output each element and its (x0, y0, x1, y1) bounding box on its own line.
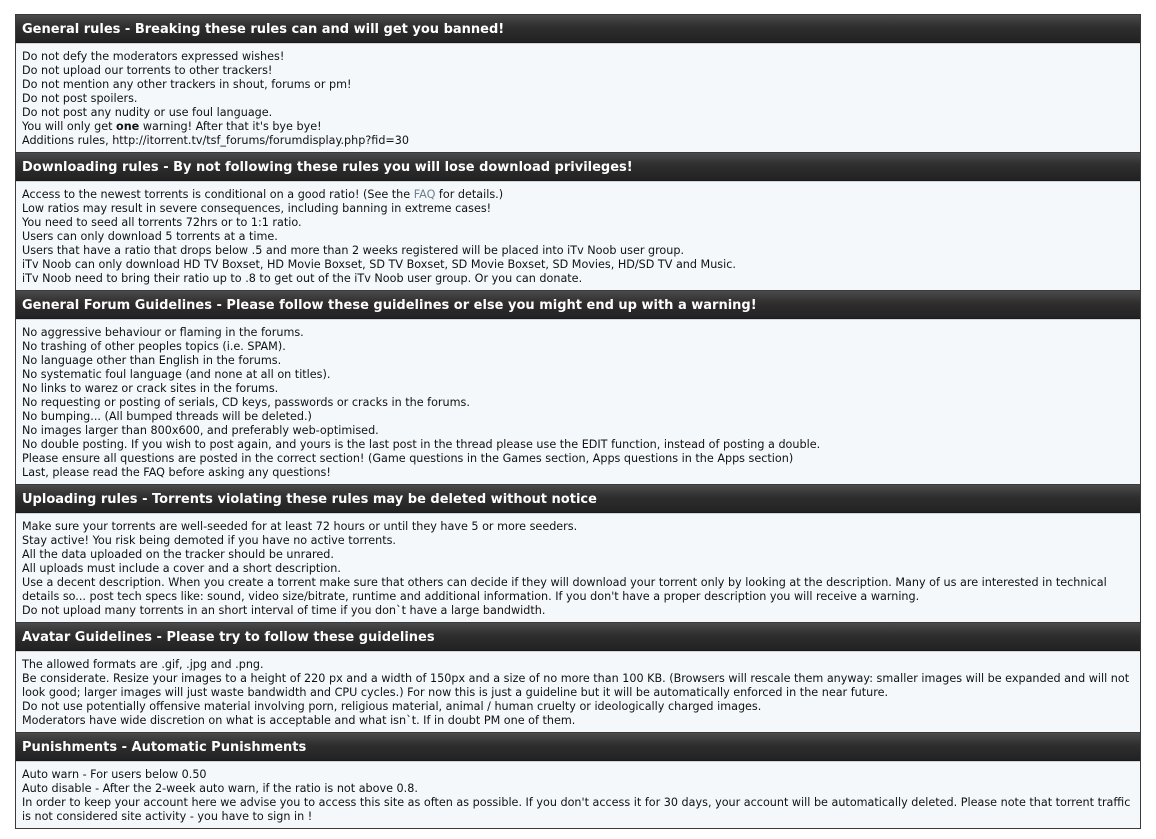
rule-line: Do not post any nudity or use foul language. (22, 106, 273, 119)
rule-line: No systematic foul language (and none at all on titles). (22, 368, 331, 381)
rule-line: Make sure your torrents are well-seeded for at least 72 hours or until they have 5 or more seeders. (22, 520, 578, 533)
rule-line: No language other than English in the forums. (22, 354, 282, 367)
rule-line: Be considerate. Resize your images to a height of 220 px and a width of 150px and a size of no more than 100 KB. (Browsers will rescale them anyway: smaller images will be expanded and will not look good; larger images will just waste bandwidth and CPU cycles.) For now this is just a guideline but it will be automatically enforced in the near future. (22, 672, 1130, 699)
rule-line: Do not use potentially offensive material involving porn, religious material, animal / human cruelty or ideologically charged images. (22, 700, 762, 713)
warning-text-pre: You will only get (22, 120, 117, 133)
rule-line: iTv Noob can only download HD TV Boxset, HD Movie Boxset, SD TV Boxset, SD Movie Boxset, SD Movies, HD/SD TV and Music. (22, 258, 736, 271)
rule-line: No aggressive behaviour or flaming in the forums. (22, 326, 304, 339)
section-title: General Forum Guidelines - Please follow these guidelines or else you might end up with a warning! (16, 291, 1140, 319)
rule-line: Use a decent description. When you create a torrent make sure that others can decide if they will download your torrent only by looking at the description. Many of us are interested in technical details so... post tech specs like: sound, video size/bitrate, runtime and additional information. If you don't have a proper description you will receive a warning. (22, 576, 1107, 603)
rule-line: Moderators have wide discretion on what is acceptable and what isn`t. If in doubt PM one of them. (22, 714, 576, 727)
rule-line: No requesting or posting of serials, CD keys, passwords or cracks in the forums. (22, 396, 470, 409)
punishments-section (15, 733, 1141, 829)
warning-text-bold: one (116, 120, 140, 133)
section-title: Downloading rules - By not following these rules you will lose download privileges! (16, 153, 1140, 181)
rule-line: All uploads must include a cover and a short description. (22, 562, 341, 575)
warning-rule-line (22, 120, 1134, 134)
rules-container (15, 14, 1141, 829)
rule-line: No trashing of other peoples topics (i.e. SPAM). (22, 340, 286, 353)
rule-line: Do not post spoilers. (22, 92, 138, 105)
rule-line: No images larger than 800x600, and preferably web-optimised. (22, 424, 379, 437)
general-rules-section (15, 14, 1141, 153)
downloading-rules-section (15, 153, 1141, 291)
rule-line: All the data uploaded on the tracker should be unrared. (22, 548, 334, 561)
rule-line: The allowed formats are .gif, .jpg and .png. (22, 658, 264, 671)
rule-line: No links to warez or crack sites in the forums. (22, 382, 279, 395)
section-body (16, 43, 1140, 152)
ratio-text-pre: Access to the newest torrents is conditional on a good ratio! (See the (22, 188, 414, 201)
ratio-rule-line (22, 188, 1134, 202)
rule-line: Please ensure all questions are posted in the correct section! (Game questions in the Games section, Apps questions in the Apps section) (22, 452, 794, 465)
section-body (16, 761, 1140, 828)
rule-line: Do not upload many torrents in an short interval of time if you don`t have a large bandwidth. (22, 604, 546, 617)
rule-line: Low ratios may result in severe consequences, including banning in extreme cases! (22, 202, 492, 215)
rule-line: No double posting. If you wish to post again, and yours is the last post in the thread please use the EDIT function, instead of posting a double. (22, 438, 821, 451)
section-title: Uploading rules - Torrents violating these rules may be deleted without notice (16, 485, 1140, 513)
section-body (16, 319, 1140, 484)
section-body (16, 181, 1140, 290)
rule-line: Stay active! You risk being demoted if you have no active torrents. (22, 534, 396, 547)
rule-line: iTv Noob need to bring their ratio up to .8 to get out of the iTv Noob user group. Or you can donate. (22, 272, 583, 285)
avatar-guidelines-section (15, 623, 1141, 733)
rule-line: Users can only download 5 torrents at a time. (22, 230, 278, 243)
warning-text-post: warning! After that it's bye bye! (139, 120, 322, 133)
rule-line: Do not upload our torrents to other trackers! (22, 64, 273, 77)
faq-link[interactable]: FAQ (413, 188, 436, 201)
section-body (16, 651, 1140, 732)
rule-line: You need to seed all torrents 72hrs or to 1:1 ratio. (22, 216, 302, 229)
rule-line: Last, please read the FAQ before asking any questions! (22, 466, 331, 479)
section-title: Punishments - Automatic Punishments (16, 733, 1140, 761)
rule-line: No bumping... (All bumped threads will be deleted.) (22, 410, 312, 423)
section-title: General rules - Breaking these rules can and will get you banned! (16, 15, 1140, 43)
section-body (16, 513, 1140, 622)
section-title: Avatar Guidelines - Please try to follow these guidelines (16, 623, 1140, 651)
rule-line: Do not mention any other trackers in shout, forums or pm! (22, 78, 352, 91)
forum-guidelines-section (15, 291, 1141, 485)
rule-line: Auto warn - For users below 0.50 (22, 768, 207, 781)
rule-line: Users that have a ratio that drops below .5 and more than 2 weeks registered will be placed into iTv Noob user group. (22, 244, 685, 257)
rule-line: Auto disable - After the 2-week auto warn, if the ratio is not above 0.8. (22, 782, 418, 795)
ratio-text-post: for details.) (435, 188, 504, 201)
additions-rules-line: Additions rules, http://itorrent.tv/tsf_forums/forumdisplay.php?fid=30 (22, 134, 410, 147)
rule-line: In order to keep your account here we advise you to access this site as often as possible. If you don't access it for 30 days, your account will be automatically deleted. Please note that torrent traffic is not considered site activity - you have to sign in ! (22, 796, 1131, 823)
rule-line: Do not defy the moderators expressed wishes! (22, 50, 285, 63)
uploading-rules-section (15, 485, 1141, 623)
